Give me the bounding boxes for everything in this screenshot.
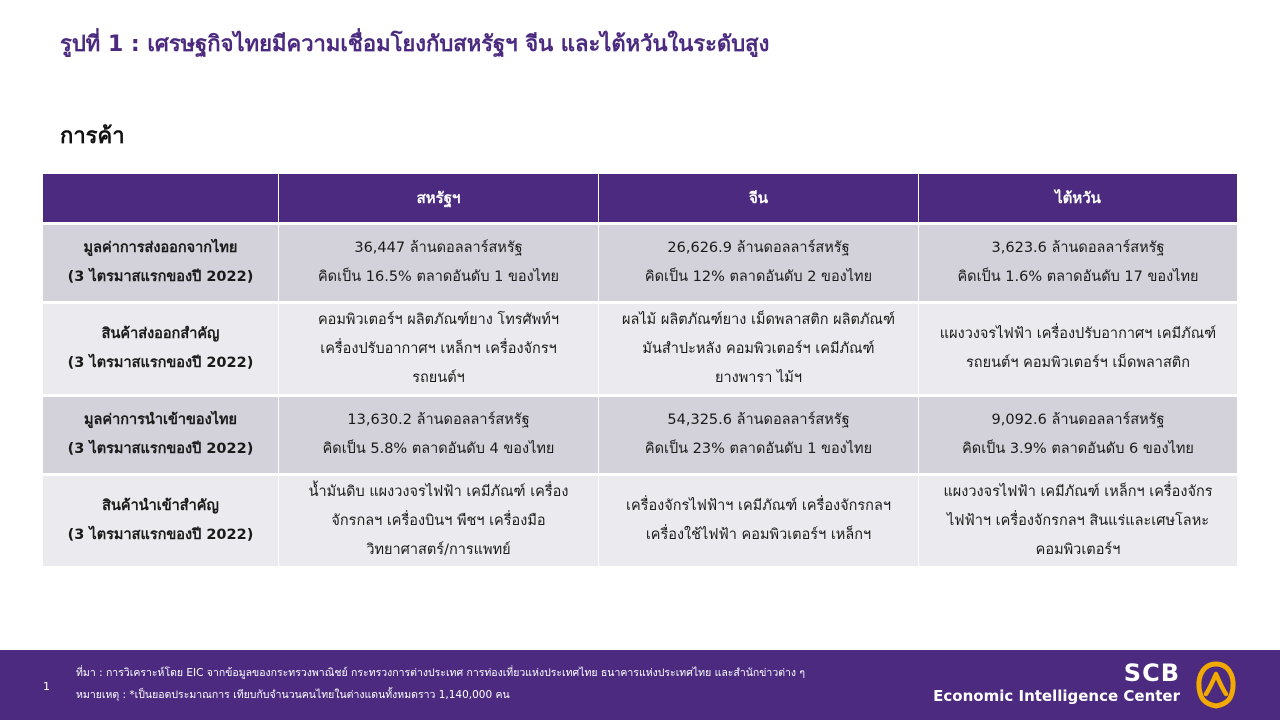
- row-label: [43, 475, 279, 567]
- table-cell: [599, 396, 919, 475]
- cell-line: คอมพิวเตอร์ฯ: [1035, 541, 1121, 558]
- cell-line: 9,092.6 ล้านดอลลาร์สหรัฐ: [991, 412, 1165, 428]
- table-cell: [279, 224, 599, 303]
- brand-name: SCB: [1123, 659, 1180, 687]
- footer-bar: [0, 650, 1280, 720]
- table-cell: [919, 303, 1238, 396]
- brand-subtitle: Economic Intelligence Center: [933, 687, 1180, 705]
- scb-bell-logo-icon: [1194, 661, 1238, 709]
- table-row: [43, 224, 1238, 303]
- cell-line: ยางพารา ไม้ฯ: [715, 369, 802, 386]
- cell-line: คิดเป็น 16.5% ตลาดอันดับ 1 ของไทย: [317, 269, 560, 285]
- row-label: [43, 224, 279, 303]
- cell-line: แผงวงจรไฟฟ้า เครื่องปรับอากาศฯ เคมีภัณฑ์: [939, 326, 1217, 342]
- cell-line: มันสำปะหลัง คอมพิวเตอร์ฯ เคมีภัณฑ์: [642, 340, 875, 357]
- cell-line: เครื่องใช้ไฟฟ้า คอมพิวเตอร์ฯ เหล็กฯ: [645, 527, 872, 543]
- table-header-row: [43, 174, 1238, 224]
- cell-line: รถยนต์ฯ: [412, 369, 465, 386]
- table-cell: [919, 224, 1238, 303]
- row-label: [43, 396, 279, 475]
- cell-line: เครื่องปรับอากาศฯ เหล็กฯ เครื่องจักรฯ: [320, 340, 557, 357]
- figure-title: รูปที่ 1 : เศรษฐกิจไทยมีความเชื่อมโยงกับสหรัฐฯ จีน และไต้หวันในระดับสูง: [60, 32, 770, 57]
- header-taiwan: ไต้หวัน: [919, 174, 1238, 224]
- brand-block: [933, 660, 1180, 706]
- page-number: 1: [43, 680, 50, 693]
- header-corner: [43, 174, 279, 224]
- cell-line: 13,630.2 ล้านดอลลาร์สหรัฐ: [347, 412, 530, 428]
- trade-table: [42, 174, 1238, 567]
- cell-line: 54,325.6 ล้านดอลลาร์สหรัฐ: [667, 412, 850, 428]
- cell-line: 26,626.9 ล้านดอลลาร์สหรัฐ: [667, 240, 850, 256]
- row-label-line: (3 ไตรมาสแรกของปี 2022): [67, 355, 254, 371]
- cell-line: น้ำมันดิบ แผงวงจรไฟฟ้า เคมีภัณฑ์ เครื่อง: [308, 483, 569, 500]
- cell-line: คิดเป็น 3.9% ตลาดอันดับ 6 ของไทย: [962, 441, 1194, 457]
- table-cell: [279, 396, 599, 475]
- cell-line: คิดเป็น 12% ตลาดอันดับ 2 ของไทย: [644, 269, 873, 285]
- section-title: การค้า: [60, 124, 125, 149]
- row-label-line: มูลค่าการส่งออกจากไทย: [83, 240, 238, 256]
- cell-line: ผลไม้ ผลิตภัณฑ์ยาง เม็ดพลาสติก ผลิตภัณฑ์: [621, 311, 896, 328]
- table-cell: [599, 475, 919, 567]
- row-label-line: (3 ไตรมาสแรกของปี 2022): [67, 269, 254, 285]
- cell-line: วิทยาศาสตร์/การแพทย์: [366, 541, 511, 558]
- table-cell: [919, 396, 1238, 475]
- row-label-line: มูลค่าการนำเข้าของไทย: [83, 412, 238, 428]
- cell-line: แผงวงจรไฟฟ้า เคมีภัณฑ์ เหล็กฯ เครื่องจักร: [943, 483, 1213, 500]
- row-label-line: (3 ไตรมาสแรกของปี 2022): [67, 527, 254, 543]
- remark-note: หมายเหตุ : *เป็นยอดประมาณการ เทียบกับจำนวนคนไทยในต่างแดนทั้งหมดราว 1,140,000 คน: [76, 689, 510, 701]
- row-label-line: (3 ไตรมาสแรกของปี 2022): [67, 441, 254, 457]
- row-label: [43, 303, 279, 396]
- cell-line: รถยนต์ฯ คอมพิวเตอร์ฯ เม็ดพลาสติก: [966, 355, 1190, 371]
- table-row: [43, 475, 1238, 567]
- cell-line: คิดเป็น 5.8% ตลาดอันดับ 4 ของไทย: [322, 441, 555, 457]
- cell-line: คอมพิวเตอร์ฯ ผลิตภัณฑ์ยาง โทรศัพท์ฯ: [317, 311, 560, 328]
- table-cell: [599, 224, 919, 303]
- header-usa: สหรัฐฯ: [279, 174, 599, 224]
- table-cell: [279, 475, 599, 567]
- table-cell: [599, 303, 919, 396]
- source-note: ที่มา : การวิเคราะห์โดย EIC จากข้อมูลของกระทรวงพาณิชย์ กระทรวงการต่างประเทศ การท่องเที่ยวแห่งประเทศไทย ธนาคารแห่งประเทศไทย และสำนักข่าวต่าง ๆ: [76, 667, 806, 679]
- cell-line: คิดเป็น 1.6% ตลาดอันดับ 17 ของไทย: [957, 269, 1199, 285]
- row-label-line: สินค้าส่งออกสำคัญ: [101, 326, 220, 342]
- cell-line: 36,447 ล้านดอลลาร์สหรัฐ: [354, 240, 523, 256]
- table-cell: [279, 303, 599, 396]
- table-row: [43, 303, 1238, 396]
- cell-line: คิดเป็น 23% ตลาดอันดับ 1 ของไทย: [644, 441, 873, 457]
- cell-line: ไฟฟ้าฯ เครื่องจักรกลฯ สินแร่และเศษโลหะ: [946, 512, 1210, 529]
- cell-line: 3,623.6 ล้านดอลลาร์สหรัฐ: [991, 240, 1165, 256]
- table-row: [43, 396, 1238, 475]
- cell-line: เครื่องจักรไฟฟ้าฯ เคมีภัณฑ์ เครื่องจักรกลฯ: [626, 498, 891, 514]
- header-china: จีน: [599, 174, 919, 224]
- cell-line: จักรกลฯ เครื่องบินฯ พืชฯ เครื่องมือ: [331, 512, 546, 529]
- row-label-line: สินค้านำเข้าสำคัญ: [102, 498, 219, 514]
- table-cell: [919, 475, 1238, 567]
